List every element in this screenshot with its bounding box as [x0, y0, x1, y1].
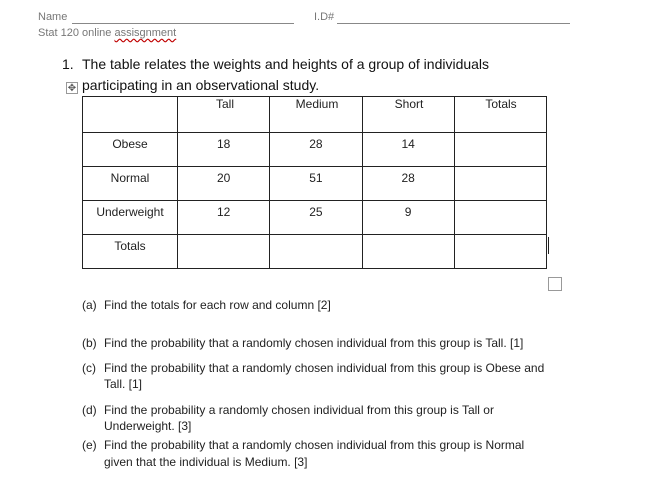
column-header-short: Short [394, 97, 424, 111]
part-d-continued: Underweight. [3] [104, 419, 192, 433]
table-header-row [83, 97, 547, 133]
table-row [83, 235, 547, 269]
table-header-cell[interactable] [178, 97, 270, 133]
part-e [82, 437, 524, 453]
table-cell[interactable]: 14 [362, 133, 454, 167]
part-c [82, 360, 544, 376]
column-header-totals: Totals [485, 97, 517, 111]
course-misspelled-word: assisgnment [114, 27, 177, 39]
part-label: (d) [82, 403, 97, 417]
table-cell[interactable]: 9 [362, 201, 454, 235]
name-field[interactable] [72, 23, 294, 24]
part-text: Find the probability that a randomly chosen individual from this group is Normal [104, 438, 525, 452]
table-cell[interactable]: 25 [270, 201, 362, 235]
table-cell-total[interactable] [454, 235, 546, 269]
part-c-continued: Tall. [1] [104, 377, 143, 391]
table-header-cell[interactable] [362, 97, 454, 133]
table-cell[interactable]: 28 [362, 167, 454, 201]
course-title [38, 27, 176, 39]
part-text: Find the probability a randomly chosen individual from this group is Tall or [104, 403, 494, 417]
id-label: I.D# [314, 11, 335, 23]
table-cell-total[interactable] [454, 133, 546, 167]
name-label: Name [38, 11, 68, 23]
table-cell[interactable]: 18 [178, 133, 270, 167]
column-header-tall: Tall [215, 97, 234, 111]
table-cell-total[interactable] [454, 201, 546, 235]
part-text: Find the probability that a randomly chosen individual from this group is Obese and [104, 361, 545, 375]
course-name: Stat 120 online [38, 27, 115, 39]
row-label-underweight[interactable]: Underweight [83, 201, 178, 235]
part-label: (e) [82, 438, 97, 452]
part-e-continued: given that the individual is Medium. [3] [104, 455, 308, 469]
table-cell-total[interactable] [178, 235, 270, 269]
table-cell[interactable]: 28 [270, 133, 362, 167]
part-d [82, 402, 494, 418]
part-text: Find the totals for each row and column [2] [104, 298, 331, 312]
column-header-medium: Medium [295, 97, 339, 111]
table-cell-total[interactable] [454, 167, 546, 201]
table-header-cell[interactable] [454, 97, 546, 133]
row-label-normal[interactable]: Normal [83, 167, 178, 201]
part-label: (a) [82, 298, 97, 312]
table-cell[interactable]: 20 [178, 167, 270, 201]
part-label: (b) [82, 336, 97, 350]
table-cell[interactable]: 12 [178, 201, 270, 235]
part-text: Find the probability that a randomly chosen individual from this group is Tall. [1] [104, 336, 524, 350]
table-cell-total[interactable] [270, 235, 362, 269]
table-row [83, 133, 547, 167]
table-resize-handle-icon[interactable] [548, 277, 562, 291]
question-line-1: The table relates the weights and heights of a group of individuals [82, 56, 490, 72]
row-label-totals[interactable]: Totals [83, 235, 178, 269]
table-move-handle-icon[interactable]: ✥ [67, 83, 77, 94]
row-label-obese[interactable]: Obese [83, 133, 178, 167]
table-header-cell[interactable] [270, 97, 362, 133]
table-corner-cell[interactable] [83, 97, 178, 133]
table-cell[interactable]: 51 [270, 167, 362, 201]
id-field[interactable] [337, 23, 570, 24]
table-cell-total[interactable] [362, 235, 454, 269]
question-number: 1. [62, 56, 74, 72]
question-line-2: participating in an observational study. [82, 77, 320, 93]
weight-height-table [82, 96, 547, 269]
part-a [82, 297, 331, 313]
table-row [83, 167, 547, 201]
part-label: (c) [82, 361, 96, 375]
text-cursor [548, 237, 549, 254]
part-b [82, 335, 523, 351]
table-row [83, 201, 547, 235]
